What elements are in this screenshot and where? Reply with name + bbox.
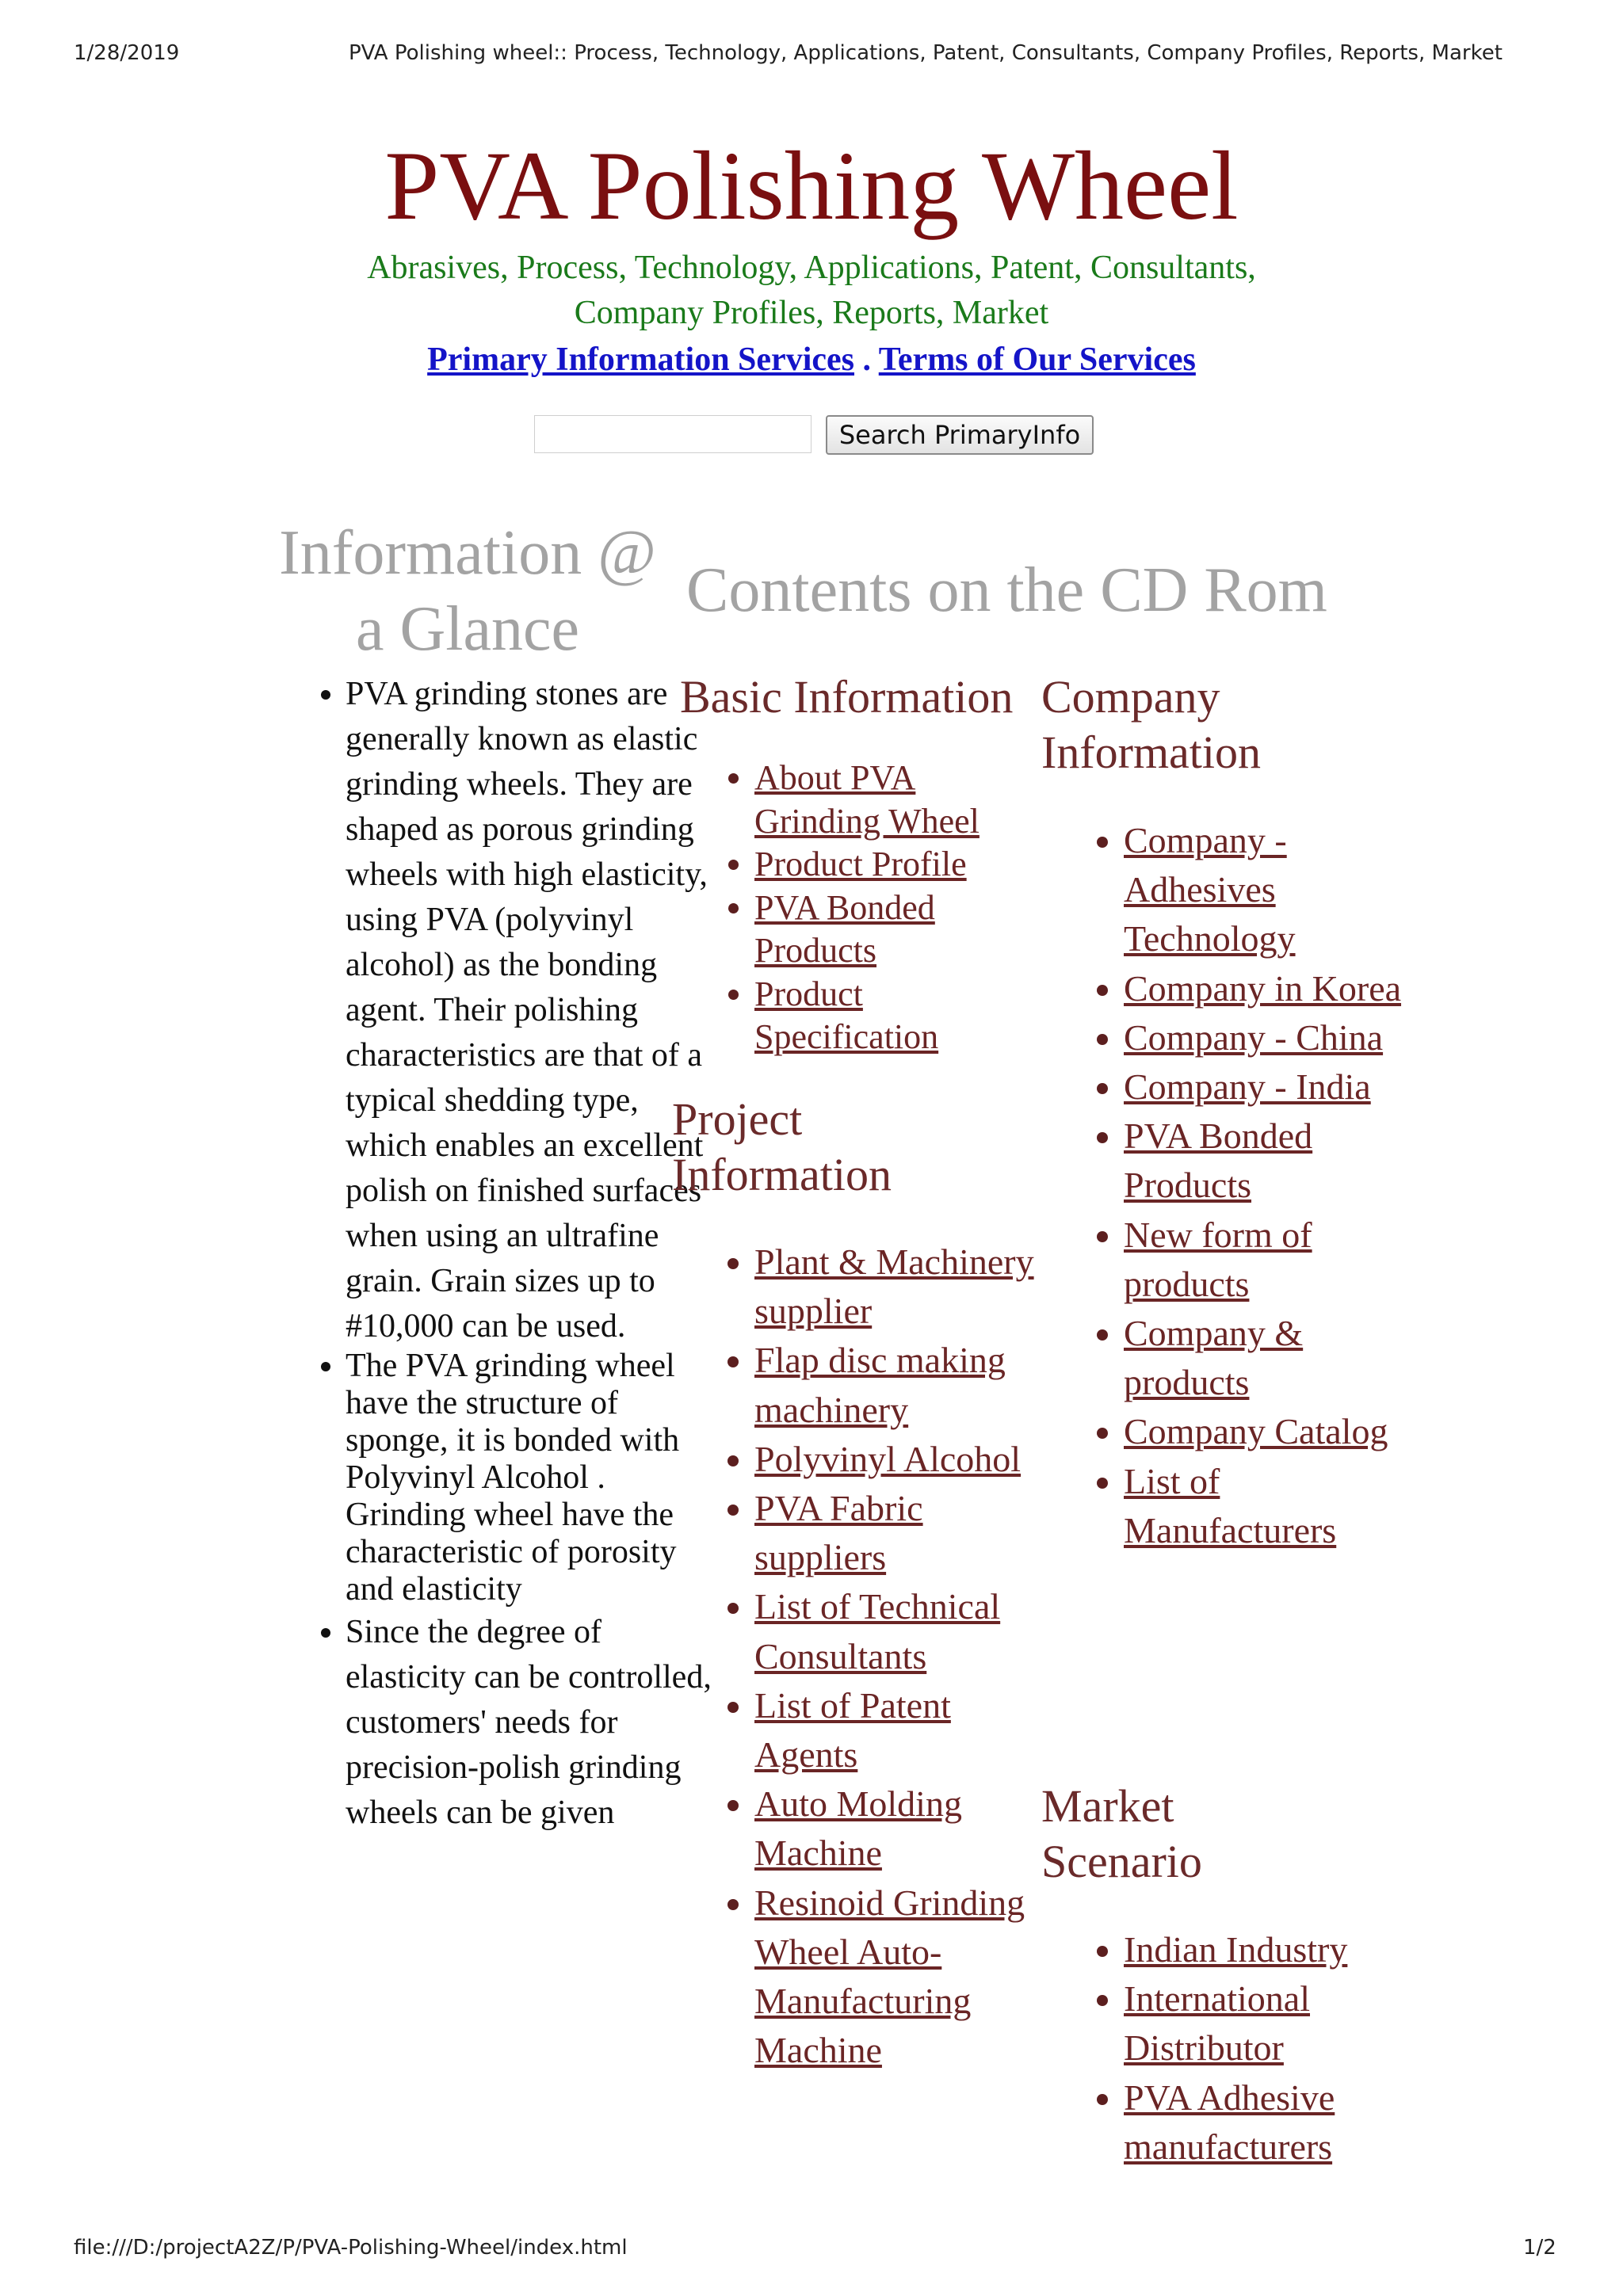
list-item: [1124, 964, 1425, 1013]
list-item: [1124, 1925, 1425, 1974]
glance-item: • The PVA grinding wheel have the structure of sponge, it is bonded with Polyvinyl Alcohol . Grinding wheel have the characteristic of porosity and elasticity: [346, 1348, 718, 1608]
company-information-heading: Company Information: [1041, 671, 1262, 778]
list-item: [754, 757, 1048, 843]
contents-heading: Contents on the CD Rom: [686, 555, 1327, 625]
glance-heading: Information @ a Glance: [279, 518, 656, 664]
company-information-list: [1086, 816, 1425, 1555]
market-scenario-list: [1086, 1925, 1425, 2172]
new-form-products-link[interactable]: New form of products: [1124, 1214, 1312, 1304]
product-specification-link[interactable]: Product Specification: [754, 974, 939, 1056]
primary-information-services-link[interactable]: Primary Information Services: [427, 341, 854, 378]
company-korea-link[interactable]: Company in Korea: [1124, 967, 1402, 1009]
indian-industry-link[interactable]: Indian Industry: [1124, 1929, 1348, 1970]
pva-adhesive-manufacturers-link[interactable]: PVA Adhesive manufacturers: [1124, 2077, 1335, 2167]
auto-molding-machine-link[interactable]: Auto Molding Machine: [754, 1783, 962, 1874]
patent-agents-link[interactable]: List of Patent Agents: [754, 1684, 951, 1775]
technical-consultants-link[interactable]: List of Technical Consultants: [754, 1586, 1001, 1676]
list-item: [754, 1238, 1056, 1336]
list-item: [1124, 1062, 1425, 1112]
list-item: [754, 1582, 1056, 1680]
glance-item: • PVA grinding stones are generally known as elastic grinding wheels. They are shaped as porous grinding wheels with high elasticity, using PVA (polyvinyl alcohol) as the bonding agent. Their polishing characteristics are that of a typical shedding type, which enables an excellent polish on finished surfaces when using an ultrafine grain. Grain sizes up to #10,000 can be used.: [346, 672, 718, 1349]
company-adhesives-technology-link[interactable]: Company - Adhesives Technology: [1124, 820, 1296, 959]
glance-list: [309, 672, 718, 1836]
company-catalog-link[interactable]: Company Catalog: [1124, 1411, 1388, 1452]
list-item: [754, 1779, 1056, 1878]
list-item: [754, 1878, 1056, 2076]
list-item: [1124, 1974, 1425, 2073]
list-of-manufacturers-link[interactable]: List of Manufacturers: [1124, 1460, 1337, 1550]
basic-information-heading: Basic Information: [680, 671, 1014, 723]
list-item: [1124, 816, 1425, 964]
list-item: [754, 1435, 1056, 1484]
company-india-link[interactable]: Company - India: [1124, 1066, 1371, 1108]
site-title: PVA Polishing Wheel: [384, 132, 1239, 240]
market-scenario-heading: Market Scenario: [1041, 1780, 1202, 1887]
company-china-link[interactable]: Company - China: [1124, 1016, 1384, 1058]
plant-machinery-supplier-link[interactable]: Plant & Machinery supplier: [754, 1241, 1034, 1332]
print-page-number: 1/2: [1523, 2236, 1556, 2260]
list-item: [1124, 1013, 1425, 1062]
print-page-title: PVA Polishing wheel:: Process, Technology, Applications, Patent, Consultants, Company Profiles, Reports, Market: [349, 41, 1503, 65]
flap-disc-machinery-link[interactable]: Flap disc making machinery: [754, 1340, 1006, 1430]
product-profile-link[interactable]: Product Profile: [754, 845, 967, 883]
list-item: [1124, 1309, 1425, 1407]
resinoid-grinding-wheel-machine-link[interactable]: Resinoid Grinding Wheel Auto-Manufacturing Machine: [754, 1882, 1025, 2071]
service-links: [0, 338, 1623, 383]
list-item: [1124, 2073, 1425, 2172]
list-item: [754, 1336, 1056, 1434]
list-item: [754, 843, 1048, 887]
list-item: [754, 973, 1048, 1059]
terms-of-services-link[interactable]: Terms of Our Services: [878, 341, 1196, 378]
basic-information-list: [716, 757, 1048, 1059]
list-item: [754, 887, 1048, 973]
pva-fabric-suppliers-link[interactable]: PVA Fabric suppliers: [754, 1488, 923, 1578]
search-input[interactable]: [534, 415, 812, 453]
list-item: [754, 1484, 1056, 1582]
project-information-heading: Project Information: [672, 1093, 892, 1200]
list-item: [754, 1681, 1056, 1779]
about-pva-grinding-wheel-link[interactable]: About PVA Grinding Wheel: [754, 758, 980, 841]
polyvinyl-alcohol-link[interactable]: Polyvinyl Alcohol: [754, 1438, 1022, 1479]
list-item: [1124, 1112, 1425, 1210]
masthead: [0, 127, 1623, 383]
glance-item: • Since the degree of elasticity can be controlled, customers' needs for precision-polish grinding wheels can be given: [346, 1610, 718, 1836]
link-separator: .: [862, 341, 871, 378]
print-url: file:///D:/projectA2Z/P/PVA-Polishing-Wheel/index.html: [74, 2236, 628, 2260]
site-tagline: Abrasives, Process, Technology, Applications, Patent, Consultants, Company Profiles, Reports, Market: [367, 250, 1256, 331]
pva-bonded-products-company-link[interactable]: PVA Bonded Products: [1124, 1116, 1313, 1206]
company-products-link[interactable]: Company & products: [1124, 1313, 1304, 1403]
print-header: [0, 0, 1623, 95]
list-item: [1124, 1211, 1425, 1309]
list-item: [1124, 1407, 1425, 1456]
international-distributor-link[interactable]: International Distributor: [1124, 1978, 1311, 2069]
list-item: [1124, 1457, 1425, 1555]
project-information-list: [716, 1238, 1056, 2075]
pva-bonded-products-link[interactable]: PVA Bonded Products: [754, 887, 935, 970]
search-button[interactable]: Search PrimaryInfo: [826, 415, 1094, 455]
print-date: 1/28/2019: [74, 41, 180, 65]
